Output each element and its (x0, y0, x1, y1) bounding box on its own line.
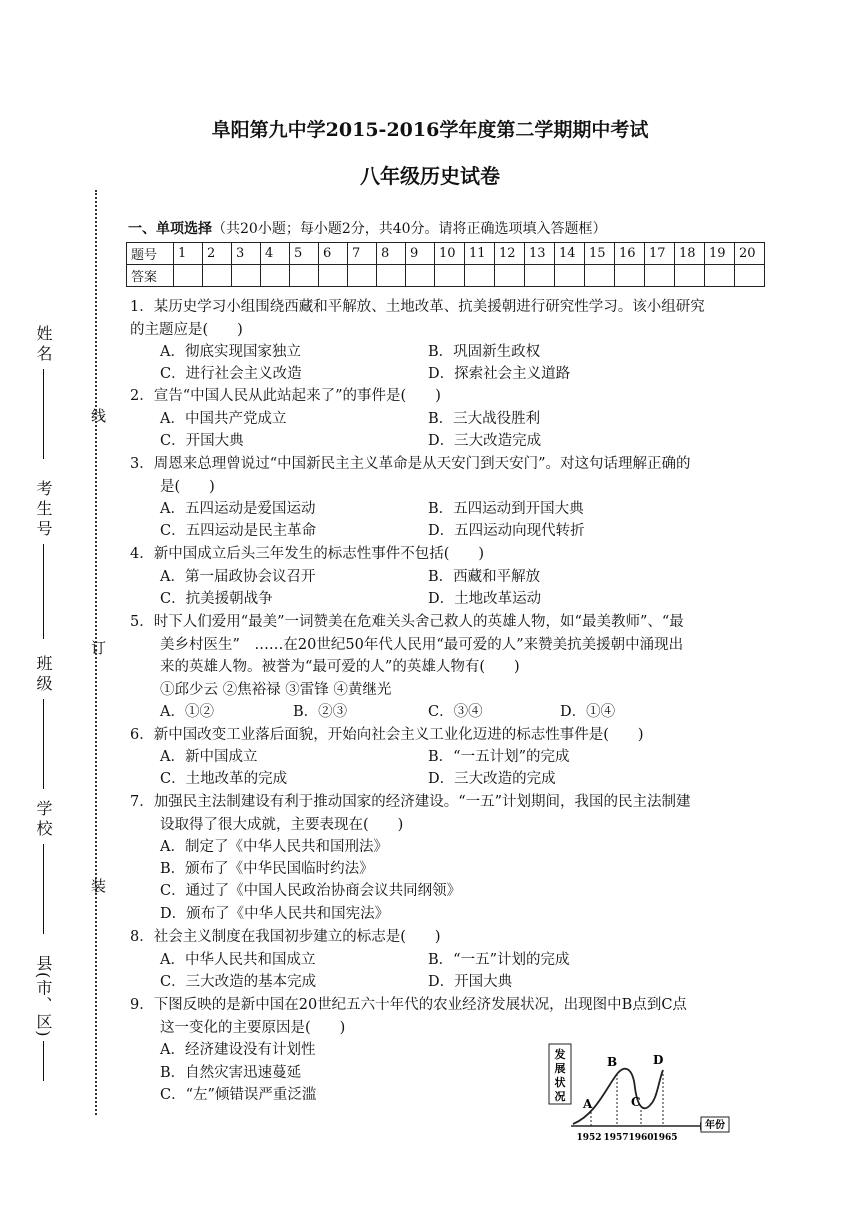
question-number: 14 (555, 243, 585, 265)
table-row-label: 答案 (127, 265, 174, 287)
exam-subtitle: 八年级历史试卷 (360, 164, 500, 188)
question-number: 11 (465, 243, 495, 265)
question-stem-line: 2．宣告“中国人民从此站起来了”的事件是( ) (130, 388, 441, 404)
question-number: 18 (675, 243, 705, 265)
q4-option-d[interactable]: D．土地改革运动 (428, 591, 542, 607)
q7-option-b[interactable]: B．颁布了《中华民国临时约法》 (160, 861, 374, 877)
q4-option-c[interactable]: C．抗美援朝战争 (160, 591, 273, 607)
field-name-label: 姓名 (34, 325, 53, 365)
agriculture-development-chart (545, 1040, 735, 1150)
answer-cell[interactable] (735, 265, 765, 287)
q7-option-a[interactable]: A．制定了《中华人民共和国刑法》 (160, 839, 388, 855)
question-number: 16 (615, 243, 645, 265)
x-tick-label: 1957 (603, 1133, 629, 1143)
question-number: 20 (735, 243, 765, 265)
question-number: 1 (174, 243, 203, 265)
question-stem-line: 4．新中国成立后头三年发生的标志性事件不包括( ) (130, 546, 485, 562)
answer-table-answer-row (127, 265, 765, 287)
ylabel-char: 发 (554, 1048, 566, 1061)
question-number: 4 (261, 243, 290, 265)
answer-cell[interactable] (675, 265, 705, 287)
gutter-mark-install: 装 (89, 878, 107, 893)
ylabel-char: 况 (554, 1090, 566, 1103)
question-number: 8 (377, 243, 406, 265)
question-8 (130, 926, 740, 949)
question-number: 7 (348, 243, 377, 265)
exam-title: 阜阳第九中学2015-2016学年度第二学期期中考试 (211, 119, 649, 141)
question-stem-line: 7．加强民主法制建设有利于推动国家的经济建设。“一五”计划期间，我国的民主法制建 (130, 794, 691, 810)
gutter-mark-line: 线 (89, 408, 107, 423)
field-student-no-label: 考生号 (34, 480, 53, 540)
q6-option-c[interactable]: C．土地改革的完成 (160, 771, 288, 787)
answer-cell[interactable] (525, 265, 555, 287)
section-note: （共20小题；每小题2分，共40分。请将正确选项填入答题框） (212, 221, 607, 237)
x-tick-label: 1965 (652, 1133, 678, 1143)
q3-option-b[interactable]: B．五四运动到开国大典 (428, 501, 584, 517)
question-number: 9 (406, 243, 435, 265)
field-county[interactable] (32, 955, 55, 1081)
q9-option-a[interactable]: A．经济建设没有计划性 (160, 1042, 316, 1058)
q1-option-d[interactable]: D．探索社会主义道路 (428, 366, 571, 382)
answer-cell[interactable] (585, 265, 615, 287)
q5-option-a[interactable]: A．①② (160, 704, 214, 720)
section-header (128, 218, 607, 238)
section-title: 一、单项选择 (128, 221, 212, 237)
question-stem-line: 8．社会主义制度在我国初步建立的标志是( ) (130, 929, 441, 945)
q5-option-b[interactable]: B．②③ (293, 704, 348, 720)
answer-cell[interactable] (705, 265, 735, 287)
question-number: 10 (435, 243, 465, 265)
answer-cell[interactable] (645, 265, 675, 287)
point-label-d: D (653, 1053, 664, 1067)
question-7 (130, 791, 740, 836)
q9-option-c[interactable]: C．“左”倾错误严重泛滥 (160, 1087, 317, 1103)
question-stem-line: 美乡村医生” ……在20世纪50年代人民用“最可爱的人”来赞美抗美援朝中涌现出 (160, 636, 684, 653)
point-label-c: C (631, 1095, 641, 1109)
answer-cell[interactable] (203, 265, 232, 287)
q4-option-a[interactable]: A．第一届政协会议召开 (160, 569, 316, 585)
answer-cell[interactable] (495, 265, 525, 287)
field-school-label: 学校 (34, 800, 53, 840)
question-number: 19 (705, 243, 735, 265)
q6-option-a[interactable]: A．新中国成立 (160, 749, 258, 765)
answer-table (126, 242, 765, 287)
question-stem-line: 3．周恩来总理曾说过“中国新民主主义革命是从天安门到天安门”。对这句话理解正确的 (130, 456, 691, 472)
q1-option-b[interactable]: B．巩固新生政权 (428, 344, 541, 360)
answer-cell[interactable] (232, 265, 261, 287)
xlabel: 年份 (705, 1120, 725, 1131)
answer-table-number-row (127, 243, 765, 265)
q2-option-a[interactable]: A．中国共产党成立 (160, 411, 287, 427)
question-number: 17 (645, 243, 675, 265)
question-stem-line: 5．时下人们爱用“最美”一词赞美在危难关头舍己救人的英雄人物，如“最美教师”、“最 (130, 614, 684, 630)
question-number: 5 (290, 243, 319, 265)
answer-cell[interactable] (319, 265, 348, 287)
question-5 (130, 611, 740, 701)
q8-option-d[interactable]: D．开国大典 (428, 974, 513, 990)
field-class-label: 班级 (34, 655, 53, 695)
q2-option-b[interactable]: B．三大战役胜利 (428, 411, 541, 427)
question-1 (130, 296, 740, 341)
question-stem-line: 的主题应是( ) (130, 321, 243, 338)
answer-cell[interactable] (290, 265, 319, 287)
answer-cell[interactable] (348, 265, 377, 287)
question-number: 13 (525, 243, 555, 265)
q7-option-c[interactable]: C．通过了《中国人民政治协商会议共同纲领》 (160, 883, 462, 899)
question-stem-line: 是( ) (160, 478, 215, 495)
answer-cell[interactable] (555, 265, 585, 287)
answer-cell[interactable] (377, 265, 406, 287)
answer-cell[interactable] (465, 265, 495, 287)
gutter-mark-bind: 订 (89, 640, 107, 655)
ylabel-char: 状 (554, 1076, 566, 1089)
q3-option-c[interactable]: C．五四运动是民主革命 (160, 523, 317, 539)
q2-option-d[interactable]: D．三大改造完成 (428, 433, 542, 449)
field-name[interactable] (32, 325, 55, 459)
q1-option-a[interactable]: A．彻底实现国家独立 (160, 344, 301, 360)
field-student-no[interactable] (32, 480, 55, 639)
q6-option-d[interactable]: D．三大改造的完成 (428, 771, 556, 787)
point-label-a: A (583, 1097, 593, 1111)
question-number: 2 (203, 243, 232, 265)
point-label-b: B (607, 1055, 618, 1069)
question-stem-line: 1．某历史学习小组围绕西藏和平解放、土地改革、抗美援朝进行研究性学习。该小组研究 (130, 299, 705, 315)
q4-option-b[interactable]: B．西藏和平解放 (428, 569, 541, 585)
question-stem-line: 来的英雄人物。被誉为“最可爱的人”的英雄人物有( ) (160, 659, 520, 675)
answer-cell[interactable] (435, 265, 465, 287)
question-stem-line: 9．下图反映的是新中国在20世纪五六十年代的农业经济发展状况，出现图中B点到C点 (130, 997, 687, 1013)
q8-option-c[interactable]: C．三大改造的基本完成 (160, 974, 317, 990)
field-class[interactable] (32, 655, 55, 789)
answer-cell[interactable] (261, 265, 290, 287)
q1-option-c[interactable]: C．进行社会主义改造 (160, 366, 302, 382)
q2-option-c[interactable]: C．开国大典 (160, 433, 244, 449)
answer-cell[interactable] (615, 265, 645, 287)
ylabel-char: 展 (554, 1062, 566, 1075)
question-6 (130, 724, 740, 747)
question-9 (130, 994, 740, 1039)
question-number: 3 (232, 243, 261, 265)
q6-option-b[interactable]: B．“一五计划”的完成 (428, 749, 570, 765)
table-row-label: 题号 (127, 243, 174, 265)
answer-cell[interactable] (406, 265, 435, 287)
question-stem-line: ①邱少云 ②焦裕禄 ③雷锋 ④黄继光 (160, 681, 392, 698)
q8-option-b[interactable]: B．“一五”计划的完成 (428, 952, 570, 968)
q5-option-c[interactable]: C．③④ (428, 704, 483, 720)
question-stem-line: 6．新中国改变工业落后面貌，开始向社会主义工业化迈进的标志性事件是( ) (130, 727, 644, 743)
question-number: 15 (585, 243, 615, 265)
answer-cell[interactable] (174, 265, 203, 287)
field-county-label: 县(市、区) (34, 955, 53, 1038)
question-3 (130, 453, 740, 498)
q7-option-d[interactable]: D．颁布了《中华人民共和国宪法》 (160, 906, 390, 922)
x-tick-label: 1960 (628, 1133, 654, 1143)
q9-option-b[interactable]: B．自然灾害迅速蔓延 (160, 1065, 302, 1081)
question-number: 6 (319, 243, 348, 265)
question-2 (130, 385, 740, 408)
q3-option-a[interactable]: A．五四运动是爱国运动 (160, 501, 316, 517)
question-stem-line: 这一变化的主要原因是( ) (160, 1019, 346, 1036)
q3-option-d[interactable]: D．五四运动向现代转折 (428, 523, 585, 539)
question-number: 12 (495, 243, 525, 265)
question-4 (130, 543, 740, 566)
q8-option-a[interactable]: A．中华人民共和国成立 (160, 952, 316, 968)
question-stem-line: 设取得了很大成就，主要表现在( ) (160, 816, 404, 833)
field-school[interactable] (32, 800, 55, 934)
x-tick-label: 1952 (576, 1133, 602, 1143)
q5-option-d[interactable]: D．①④ (560, 704, 616, 720)
